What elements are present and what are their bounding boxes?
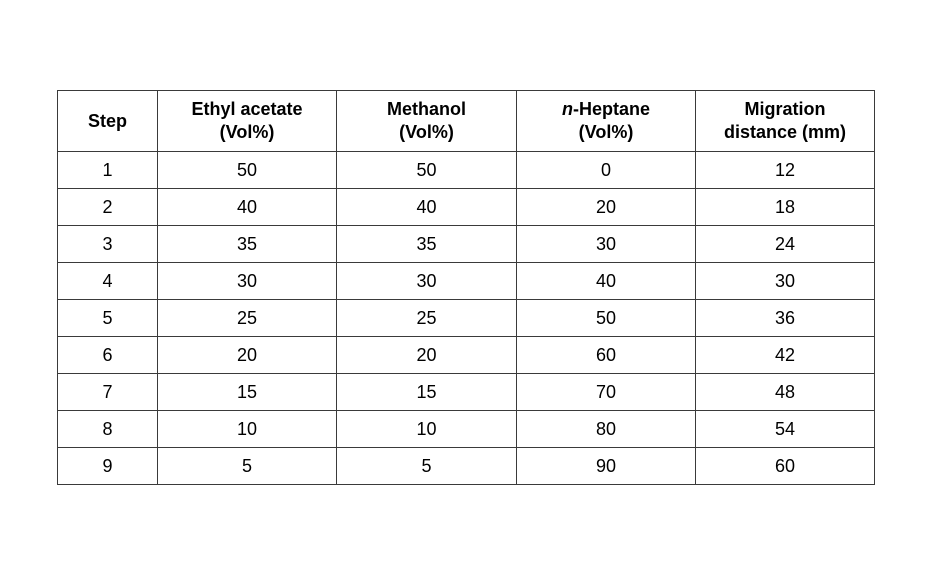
cell-migration-distance: 30 xyxy=(696,263,875,300)
table-row xyxy=(58,337,875,374)
cell-n-heptane: 90 xyxy=(517,448,696,485)
cell-methanol: 50 xyxy=(337,152,517,189)
table-row xyxy=(58,189,875,226)
cell-n-heptane: 80 xyxy=(517,411,696,448)
cell-n-heptane: 30 xyxy=(517,226,696,263)
table-row xyxy=(58,226,875,263)
cell-ethyl-acetate: 35 xyxy=(158,226,337,263)
cell-step: 7 xyxy=(58,374,158,411)
cell-n-heptane: 0 xyxy=(517,152,696,189)
cell-methanol: 35 xyxy=(337,226,517,263)
cell-ethyl-acetate: 30 xyxy=(158,263,337,300)
cell-migration-distance: 18 xyxy=(696,189,875,226)
cell-migration-distance: 60 xyxy=(696,448,875,485)
cell-migration-distance: 48 xyxy=(696,374,875,411)
cell-migration-distance: 24 xyxy=(696,226,875,263)
cell-ethyl-acetate: 10 xyxy=(158,411,337,448)
cell-n-heptane: 60 xyxy=(517,337,696,374)
cell-methanol: 5 xyxy=(337,448,517,485)
cell-methanol: 20 xyxy=(337,337,517,374)
cell-ethyl-acetate: 40 xyxy=(158,189,337,226)
cell-ethyl-acetate: 15 xyxy=(158,374,337,411)
cell-migration-distance: 42 xyxy=(696,337,875,374)
cell-step: 6 xyxy=(58,337,158,374)
cell-methanol: 10 xyxy=(337,411,517,448)
header-ethyl-acetate: Ethyl acetate (Vol%) xyxy=(158,91,337,152)
header-step: Step xyxy=(58,91,158,152)
cell-ethyl-acetate: 5 xyxy=(158,448,337,485)
cell-ethyl-acetate: 50 xyxy=(158,152,337,189)
header-row xyxy=(58,91,875,152)
cell-step: 9 xyxy=(58,448,158,485)
cell-migration-distance: 12 xyxy=(696,152,875,189)
table-row xyxy=(58,411,875,448)
table-row xyxy=(58,448,875,485)
cell-n-heptane: 40 xyxy=(517,263,696,300)
cell-step: 4 xyxy=(58,263,158,300)
cell-n-heptane: 50 xyxy=(517,300,696,337)
header-methanol: Methanol (Vol%) xyxy=(337,91,517,152)
cell-ethyl-acetate: 25 xyxy=(158,300,337,337)
cell-migration-distance: 54 xyxy=(696,411,875,448)
header-n-heptane-line1: n-Heptane xyxy=(561,99,650,119)
cell-ethyl-acetate: 20 xyxy=(158,337,337,374)
table-row xyxy=(58,300,875,337)
cell-n-heptane: 70 xyxy=(517,374,696,411)
cell-methanol: 30 xyxy=(337,263,517,300)
cell-step: 1 xyxy=(58,152,158,189)
cell-step: 5 xyxy=(58,300,158,337)
table-row xyxy=(58,263,875,300)
cell-methanol: 40 xyxy=(337,189,517,226)
cell-methanol: 15 xyxy=(337,374,517,411)
table-body xyxy=(58,152,875,485)
table-row xyxy=(58,374,875,411)
cell-methanol: 25 xyxy=(337,300,517,337)
cell-step: 3 xyxy=(58,226,158,263)
cell-n-heptane: 20 xyxy=(517,189,696,226)
cell-step: 2 xyxy=(58,189,158,226)
header-n-heptane: n-Heptane (Vol%) xyxy=(517,91,696,152)
header-migration-distance: Migration distance (mm) xyxy=(696,91,875,152)
cell-step: 8 xyxy=(58,411,158,448)
cell-migration-distance: 36 xyxy=(696,300,875,337)
table-row xyxy=(58,152,875,189)
solvent-gradient-table xyxy=(57,90,875,485)
